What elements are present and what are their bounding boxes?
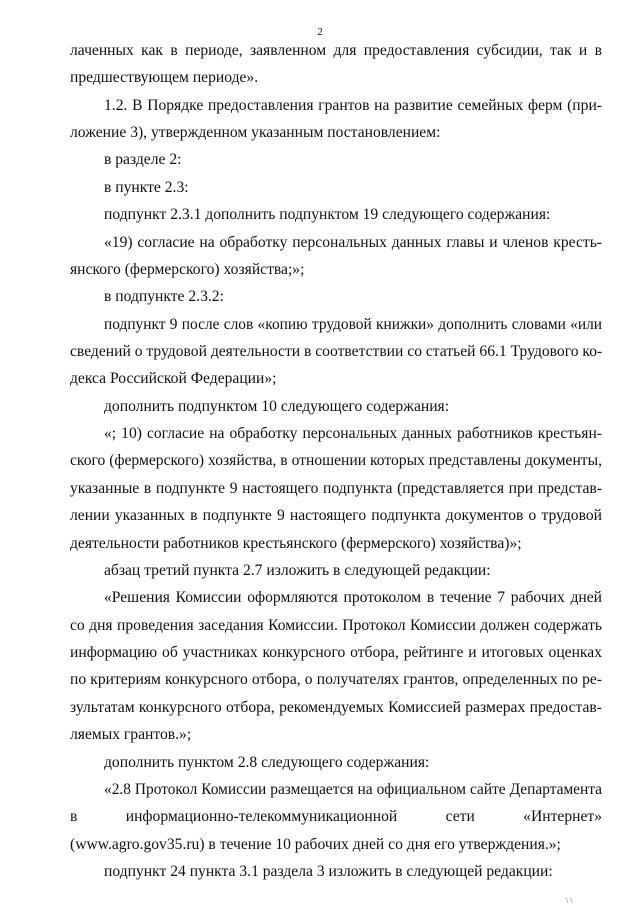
- scan-mark: \ \: [566, 896, 573, 905]
- text-line: со дня проведения заседания Комиссии. Протокол Комиссии должен содержать: [70, 617, 602, 634]
- text-line: лении указанных в подпункте 9 настоящего подпункта документов о трудовой: [70, 507, 602, 524]
- text-line: (www.agro.gov35.ru) в течение 10 рабочих дней со дня его утверждения.»;: [70, 836, 561, 853]
- text-line: «; 10) согласие на обработку персональных данных работников крестьян-: [104, 425, 602, 442]
- text-line: декса Российской Федерации»;: [70, 370, 277, 387]
- text-line: по критериям конкурсного отбора, о получателях грантов, определенных по ре-: [70, 671, 602, 688]
- text-line: зультатам конкурсного отбора, рекомендуемых Комиссией размерах предостав-: [70, 699, 602, 716]
- text-line: ского (фермерского) хозяйства, в отношении которых представлены документы,: [70, 452, 602, 469]
- text-line: в подпункте 2.3.2:: [104, 288, 224, 305]
- page-number: 2: [317, 26, 323, 38]
- text-line: янского (фермерского) хозяйства;»;: [70, 261, 305, 278]
- text-line: в информационно-телекоммуникационной сети «Интернет»: [70, 808, 602, 825]
- text-line: предшествующем периоде».: [70, 69, 259, 86]
- text-line: 1.2. В Порядке предоставления грантов на развитие семейных ферм (при-: [104, 97, 602, 114]
- text-line: указанные в подпункте 9 настоящего подпункта (представляется при представ-: [70, 480, 602, 497]
- text-line: подпункт 2.3.1 дополнить подпунктом 19 следующего содержания:: [104, 206, 551, 223]
- text-line: «Решения Комиссии оформляются протоколом в течение 7 рабочих дней: [104, 589, 602, 606]
- text-line: «19) согласие на обработку персональных данных главы и членов кресть-: [104, 234, 602, 251]
- text-line: в разделе 2:: [104, 151, 182, 168]
- text-line: «2.8 Протокол Комиссии размещается на официальном сайте Департамента: [104, 781, 602, 798]
- text-line: деятельности работников крестьянского (фермерского) хозяйства)»;: [70, 535, 522, 552]
- text-line: сведений о трудовой деятельности в соответствии со статьей 66.1 Трудового ко-: [70, 343, 603, 360]
- text-line: в пункте 2.3:: [104, 179, 189, 196]
- text-line: информацию об участниках конкурсного отбора, рейтинге и итоговых оценках: [70, 644, 602, 661]
- text-line: подпункт 24 пункта 3.1 раздела 3 изложить в следующей редакции:: [104, 863, 553, 880]
- text-line: ложение 3), утвержденном указанным постановлением:: [70, 124, 441, 141]
- text-line: абзац третий пункта 2.7 изложить в следующей редакции:: [104, 562, 491, 579]
- text-line: подпункт 9 после слов «копию трудовой книжки» дополнить словами «или: [104, 316, 602, 333]
- text-line: ляемых грантов.»;: [70, 726, 192, 743]
- text-line: лаченных как в периоде, заявленном для предоставления субсидии, так и в: [70, 42, 602, 59]
- text-line: дополнить подпунктом 10 следующего содержания:: [104, 398, 450, 415]
- text-line: дополнить пунктом 2.8 следующего содержания:: [104, 754, 430, 771]
